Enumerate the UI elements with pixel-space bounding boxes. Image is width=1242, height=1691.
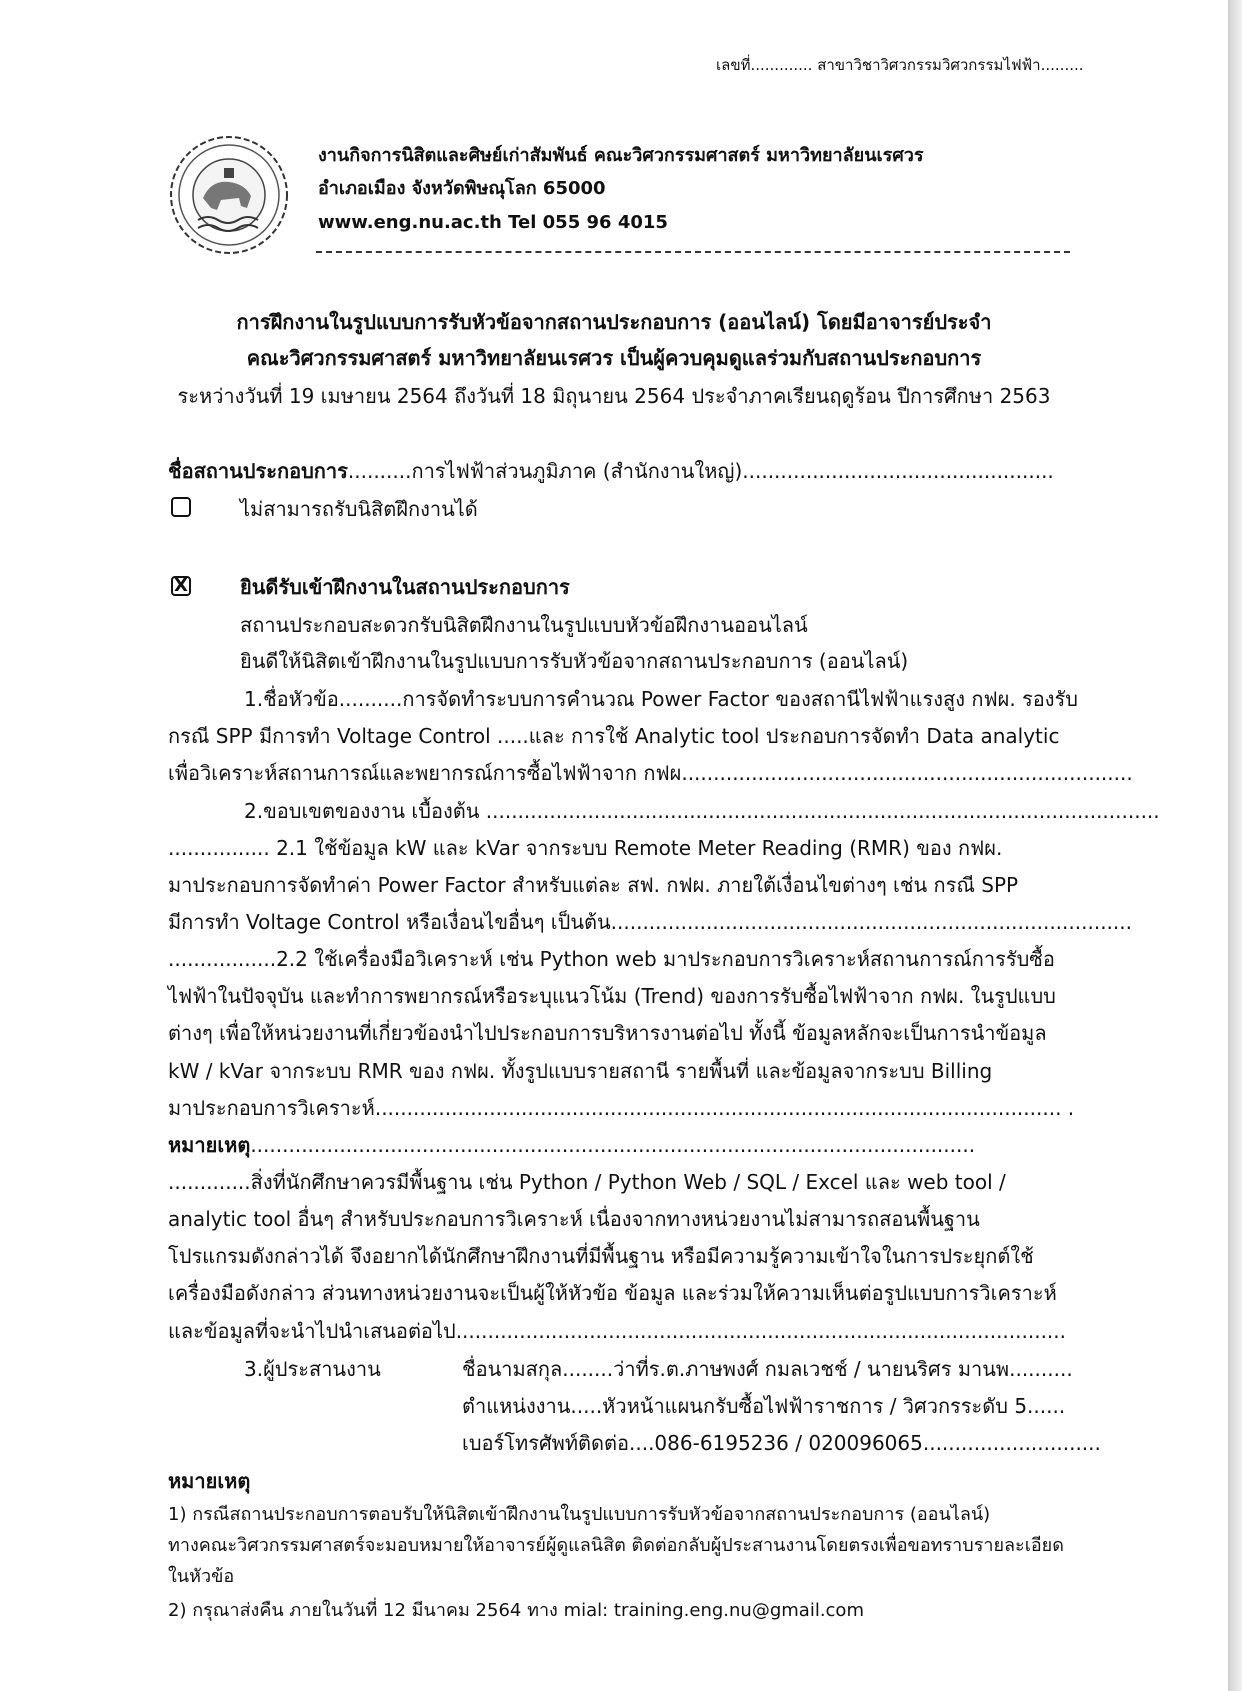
document-reference: เลขที่............. สาขาวิชาวิศวกรรมวิศวกรรมไฟฟ้า.........	[716, 56, 1084, 74]
note-dots: ..................................................................................................................	[250, 1133, 976, 1157]
note-line: .............สิ่งที่นักศึกษาควรมีพื้นฐาน เช่น Python / Python Web / SQL / Excel และ web tool /	[168, 1170, 1006, 1194]
coordinator-name: ชื่อนามสกุล........ว่าที่ร.ต.ภาษพงศ์ กมลเวชช์ / นายนริศร มานพ..........	[462, 1357, 1073, 1381]
scope-line: มาประกอบการวิเคราะห์............................................................................................................ .	[168, 1096, 1075, 1120]
note-label: หมายเหตุ	[168, 1133, 251, 1157]
body-line: สถานประกอบสะดวกรับนิสิตฝึกงานในรูปแบบหัวข้อฝึกงานออนไลน์	[240, 613, 808, 637]
org-contact: www.eng.nu.ac.th Tel 055 96 4015	[318, 212, 668, 233]
company-value: ..........การไฟฟ้าส่วนภูมิภาค (สำนักงานใหญ่).................................................	[347, 459, 1054, 483]
topic-line: 1.ชื่อหัวข้อ..........การจัดทำระบบการคำนวณ Power Factor ของสถานีไฟฟ้าแรงสูง กฟผ. รองรับ	[244, 687, 1078, 711]
faculty-logo	[168, 134, 290, 256]
footer-note-line: 1) กรณีสถานประกอบการตอบรับให้นิสิตเข้าฝึกงานในรูปแบบการรับหัวข้อจากสถานประกอบการ (ออนไลน์)	[168, 1504, 991, 1525]
company-row	[168, 458, 1054, 484]
scope-line: มาประกอบการจัดทำค่า Power Factor สำหรับแต่ละ สฟ. กฟผ. ภายใต้เงื่อนไขต่างๆ เช่น กรณี SPP	[168, 873, 1019, 897]
header-divider	[316, 251, 1070, 253]
topic-line: เพื่อวิเคราะห์สถานการณ์และพยากรณ์การซื้อไฟฟ้าจาก กฟผ.......................................................................	[168, 761, 1133, 785]
coordinator-position: ตำแหน่งงาน.....หัวหน้าแผนกรับซื้อไฟฟ้าราชการ / วิศวกรระดับ 5......	[462, 1394, 1066, 1418]
accept-option-label: ยินดีรับเข้าฝึกงานในสถานประกอบการ	[240, 575, 570, 599]
note-line: โปรแกรมดังกล่าวได้ จึงอยากได้นักศึกษาฝึกงานที่มีพื้นฐาน หรือมีความรู้ความเข้าใจในการประยุกต์ใช้	[168, 1244, 1034, 1268]
coordinator-phone: เบอร์โทรศัพท์ติดต่อ....086-6195236 / 020096065............................	[462, 1431, 1101, 1455]
note-line: และข้อมูลที่จะนำไปนำเสนอต่อไป................................................................................................	[168, 1319, 1067, 1343]
doc-title-line3: ระหว่างวันที่ 19 เมษายน 2564 ถึงวันที่ 18 มิถุนายน 2564 ประจำภาคเรียนฤดูร้อน ปีการศึกษา 2563	[177, 384, 1051, 408]
doc-title-line2: คณะวิศวกรรมศาสตร์ มหาวิทยาลัยนเรศวร เป็นผู้ควบคุมดูแลร่วมกับสถานประกอบการ	[246, 346, 982, 370]
reject-option-label: ไม่สามารถรับนิสิตฝึกงานได้	[240, 497, 478, 521]
note-line: analytic tool อื่นๆ สำหรับประกอบการวิเคราะห์ เนื่องจากทางหน่วยงานไม่สามารถสอนพื้นฐาน	[168, 1207, 980, 1231]
footer-note-line: ในหัวข้อ	[168, 1566, 235, 1587]
coordinator-label: 3.ผู้ประสานงาน	[244, 1357, 381, 1381]
scope-line: มีการทำ Voltage Control หรือเงื่อนไขอื่นๆ เป็นต้น..................................................................................	[168, 910, 1132, 934]
scope-line: ................ 2.1 ใช้ข้อมูล kW และ kVar จากระบบ Remote Meter Reading (RMR) ของ กฟผ.	[168, 836, 1003, 860]
page-edge-shadow	[1229, 0, 1242, 1691]
scope-line: ไฟฟ้าในปัจจุบัน และทำการพยากรณ์หรือระบุแนวโน้ม (Trend) ของการรับซื้อไฟฟ้าจาก กฟผ. ในรูปแบบ	[168, 984, 1056, 1008]
footer-note-line: ทางคณะวิศวกรรมศาสตร์จะมอบหมายให้อาจารย์ผู้ดูแลนิสิต ติดต่อกลับผู้ประสานงานโดยตรงเพื่อขอทราบรายละเอียด	[168, 1535, 1064, 1556]
company-label: ชื่อสถานประกอบการ	[168, 459, 348, 483]
note-row	[168, 1132, 975, 1158]
org-address: อำเภอเมือง จังหวัดพิษณุโลก 65000	[318, 178, 606, 199]
reject-checkbox[interactable]	[171, 497, 191, 517]
scope-line: kW / kVar จากระบบ RMR ของ กฟผ. ทั้งรูปแบบรายสถานี รายพื้นที่ และข้อมูลจากระบบ Billing	[168, 1059, 993, 1083]
topic-line: กรณี SPP มีการทำ Voltage Control .....และ การใช้ Analytic tool ประกอบการจัดทำ Data analytic	[168, 724, 1060, 748]
footer-note-line: 2) กรุณาส่งคืน ภายในวันที่ 12 มีนาคม 2564 ทาง mial: training.eng.nu@gmail.com	[168, 1600, 864, 1621]
footer-note-label: หมายเหตุ	[168, 1469, 251, 1493]
accept-checkbox[interactable]: X	[171, 576, 191, 596]
scope-line: .................2.2 ใช้เครื่องมือวิเคราะห์ เช่น Python web มาประกอบการวิเคราะห์สถานการณ์การรับซื้อ	[168, 947, 1055, 971]
note-line: เครื่องมือดังกล่าว ส่วนทางหน่วยงานจะเป็นผู้ให้หัวข้อ ข้อมูล และร่วมให้ความเห็นต่อรูปแบบการวิเคราะห์	[168, 1281, 1057, 1305]
doc-title-line1: การฝึกงานในรูปแบบการรับหัวข้อจากสถานประกอบการ (ออนไลน์) โดยมีอาจารย์ประจำ	[236, 310, 992, 334]
org-name: งานกิจการนิสิตและศิษย์เก่าสัมพันธ์ คณะวิศวกรรมศาสตร์ มหาวิทยาลัยนเรศวร	[318, 145, 924, 166]
scope-line: ต่างๆ เพื่อให้หน่วยงานที่เกี่ยวข้องนำไปประกอบการบริหารงานต่อไป ทั้งนี้ ข้อมูลหลักจะเป็นการนำข้อมูล	[168, 1021, 1047, 1045]
scope-line: 2.ขอบเขตของงาน เบื้องต้น ..........................................................................................................	[244, 799, 1160, 823]
body-line: ยินดีให้นิสิตเข้าฝึกงานในรูปแบบการรับหัวข้อจากสถานประกอบการ (ออนไลน์)	[240, 649, 909, 673]
